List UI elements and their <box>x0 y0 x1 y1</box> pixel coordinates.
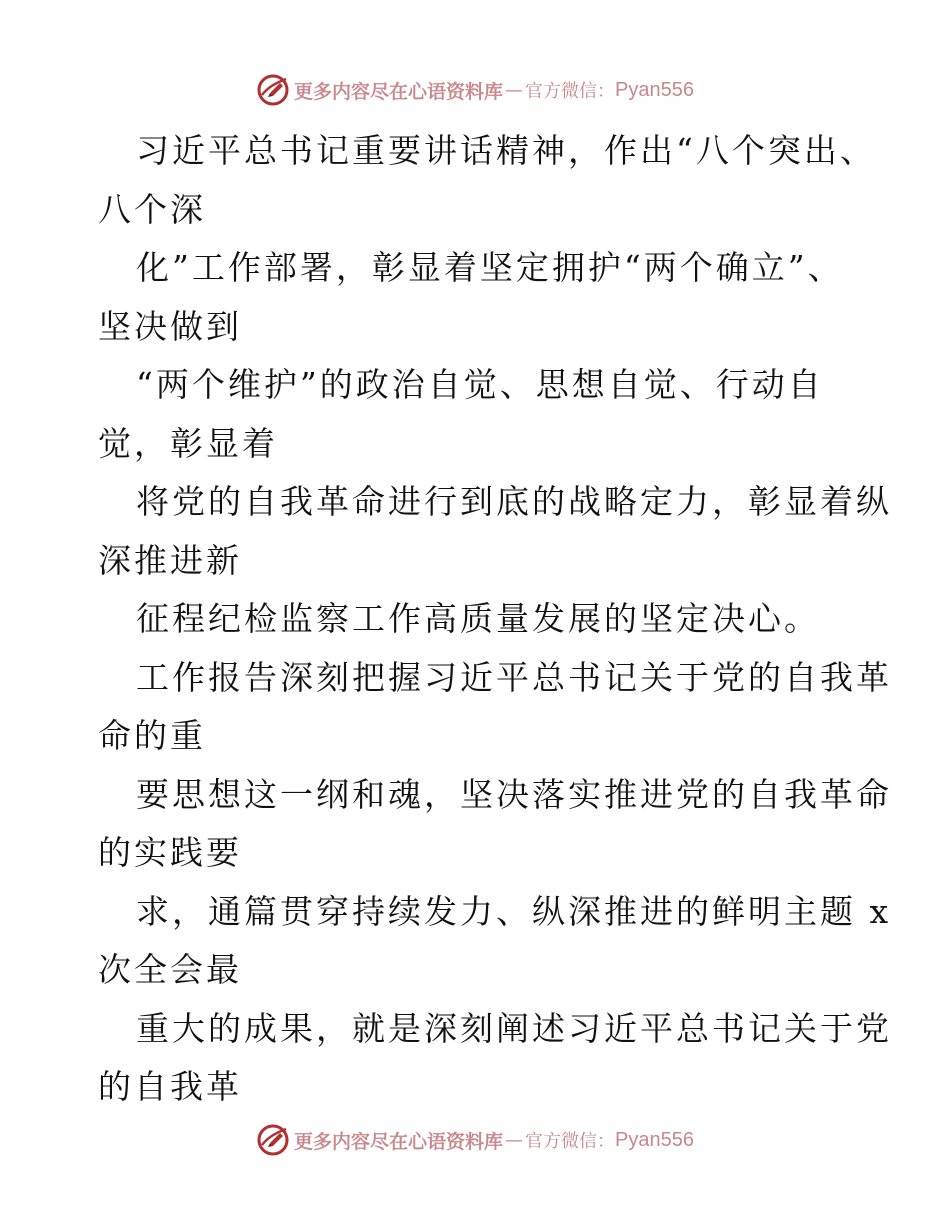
header-wechat-id: Pyan556 <box>615 78 694 101</box>
footer-wechat-label: 官方微信： <box>525 1131 616 1152</box>
text-line: 的实践要 <box>98 833 242 872</box>
footer-wechat-id: Pyan556 <box>615 1128 694 1151</box>
text-line: 要思想这一纲和魂，坚决落实推进党的自我革命 <box>136 774 892 814</box>
text-line: 八个深 <box>98 189 206 229</box>
text-line: 工作报告深刻把握习近平总书记关于党的自我革 <box>136 657 892 697</box>
header-banner <box>0 70 950 110</box>
text-line: “两个维护”的政治自觉、思想自觉、行动自 <box>136 365 824 404</box>
text-line: 深推进新 <box>98 540 242 580</box>
pen-logo-icon <box>256 73 290 107</box>
text-line: 重大的成果，就是深刻阐述习近平总书记关于党 <box>136 1008 892 1048</box>
text-line: 觉，彰显着 <box>98 423 278 463</box>
footer-site-text: 更多内容尽在心语资料库 <box>294 1130 504 1153</box>
text-line: 征程纪检监察工作高质量发展的坚定决心。 <box>136 599 820 638</box>
text-line: 习近平总书记重要讲话精神，作出“八个突出、 <box>136 131 876 170</box>
footer-separator: — <box>505 1129 524 1151</box>
header-site-text: 更多内容尽在心语资料库 <box>294 80 504 103</box>
header-separator: — <box>505 79 524 101</box>
text-line: 的自我革 <box>98 1067 242 1106</box>
text-line: 命的重 <box>98 716 206 755</box>
document-body <box>98 122 892 1117</box>
text-line: 次全会最 <box>98 950 242 989</box>
text-line: 坚决做到 <box>98 306 242 346</box>
footer-banner <box>0 1120 950 1160</box>
header-wechat-label: 官方微信： <box>525 81 616 102</box>
text-line: 求，通篇贯穿持续发力、纵深推进的鲜明主题 x <box>136 891 892 931</box>
pen-logo-icon <box>256 1123 290 1157</box>
text-line: 化”工作部署，彰显着坚定拥护“两个确立”、 <box>136 248 844 287</box>
text-line: 将党的自我革命进行到底的战略定力，彰显着纵 <box>136 482 892 521</box>
